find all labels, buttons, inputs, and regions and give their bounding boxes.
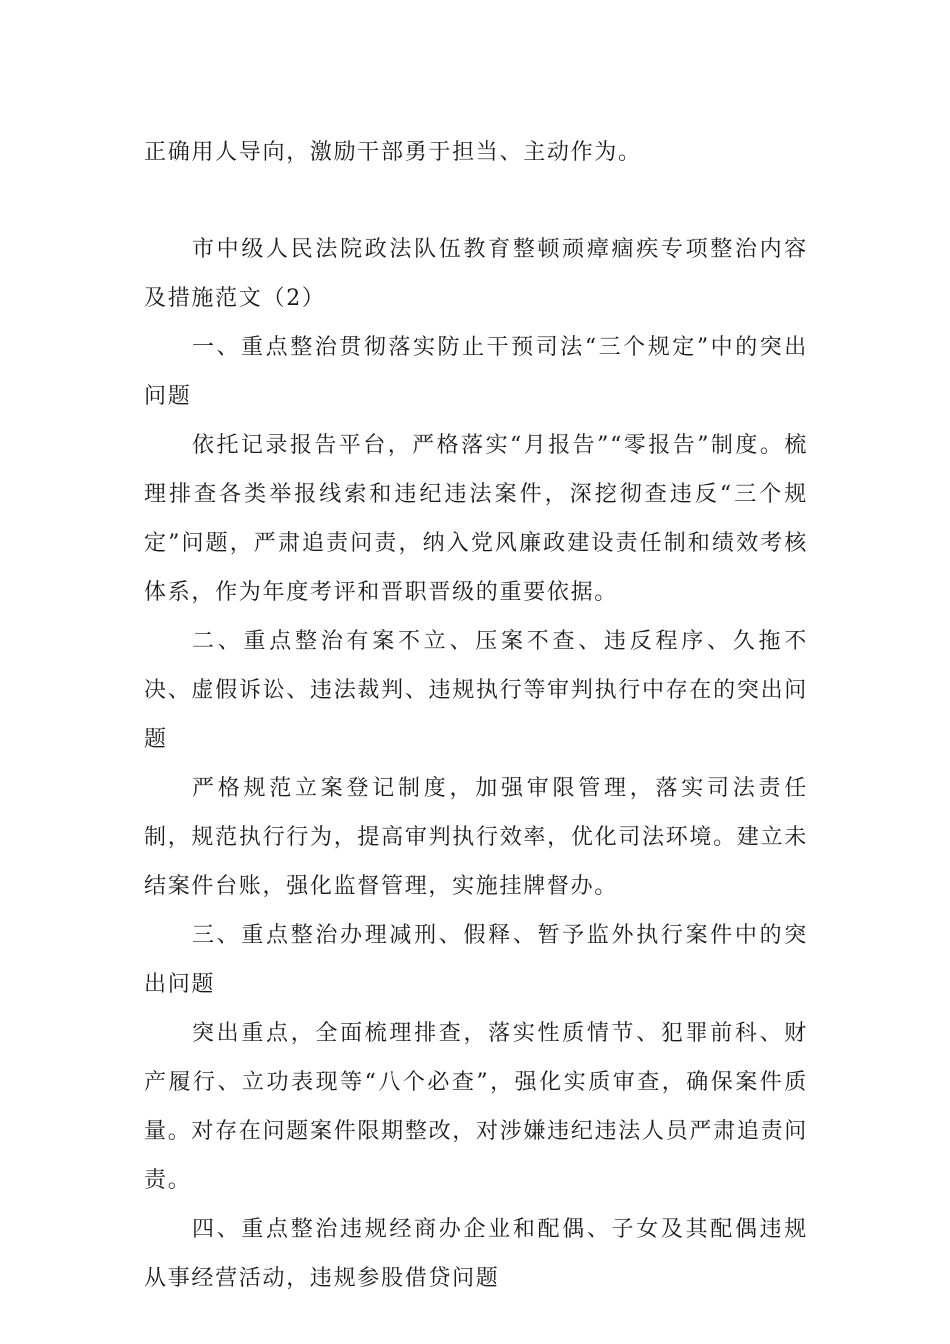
section-body-1: 依托记录报告平台，严格落实“月报告”“零报告”制度。梳理排查各类举报线索和违纪违法案件，深挖彻查违反“三个规定”问题，严肃追责问责，纳入党风廉政建设责任制和绩效考核体系，作为年度考评和晋职晋级的重要依据。 [144, 433, 808, 605]
section-heading-1: 一、重点整治贯彻落实防止干预司法“三个规定”中的突出问题 [144, 335, 808, 409]
section-body-3: 突出重点，全面梳理排查，落实性质情节、犯罪前科、财产履行、立功表现等“八个必查”，强化实质审查，确保案件质量。对存在问题案件限期整改，对涉嫌违纪违法人员严肃追责问责。 [144, 1021, 808, 1193]
section-heading-3: 三、重点整治办理减刑、假释、暂予监外执行案件中的突出问题 [144, 923, 808, 997]
document-body [144, 128, 808, 1303]
section-heading-4: 四、重点整治违规经商办企业和配偶、子女及其配偶违规从事经营活动，违规参股借贷问题 [144, 1217, 808, 1291]
paragraph-continued: 正确用人导向，激励干部勇于担当、主动作为。 [144, 140, 642, 165]
document-title: 市中级人民法院政法队伍教育整顿顽瘴痼疾专项整治内容及措施范文（2） [144, 237, 808, 311]
section-body-2: 严格规范立案登记制度，加强审限管理，落实司法责任制，规范执行行为，提高审判执行效率，优化司法环境。建立未结案件台账，强化监督管理，实施挂牌督办。 [144, 776, 808, 899]
section-heading-2: 二、重点整治有案不立、压案不查、违反程序、久拖不决、虚假诉讼、违法裁判、违规执行等审判执行中存在的突出问题 [144, 629, 808, 752]
